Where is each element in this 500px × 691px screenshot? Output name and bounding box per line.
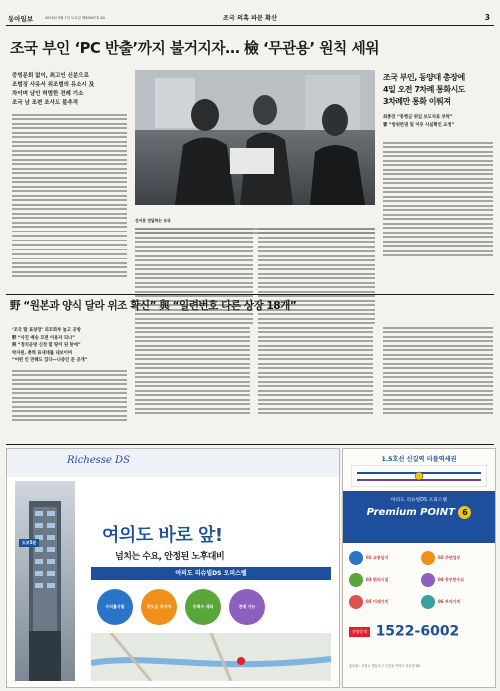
side-deck: 曺 “항위반권 및 이루 사실확인 요청”	[383, 123, 455, 128]
tower-label: 도보5분	[19, 539, 39, 547]
badge-resale: 전매 가능	[229, 589, 265, 625]
point-item: 02 주변업무	[421, 549, 489, 567]
side-deck: 최총장 “봉행금 위임 보도자료 부탁”	[383, 115, 453, 120]
ad-right-premium-count: 6	[458, 506, 471, 519]
top-story-body-col1	[12, 114, 127, 277]
point-icon	[349, 595, 363, 609]
ad-divider	[6, 444, 494, 445]
ad-right-header: 1.5호선 신길역 더블역세권	[381, 456, 457, 463]
badge-tax: 주택수 제외	[185, 589, 221, 625]
side-headline: 4일 오전 7차례 통화시도	[383, 85, 466, 94]
ad-left-map	[91, 633, 331, 681]
point-item: 05 미래가치	[349, 593, 417, 611]
dateline: 2019년 9월 7일 토요일 제30407호 A3	[45, 16, 105, 20]
ad-brand: Richesse DS	[67, 455, 130, 466]
deck-line: 박지원, 총력 표새대를 내보이며	[12, 350, 73, 356]
ad-left-topbar	[7, 449, 339, 477]
point-icon	[349, 573, 363, 587]
deck-line: 증빙문회 없이, 최고인 신분으로	[12, 73, 89, 79]
second-story-body-col3	[258, 327, 373, 414]
page-number: 3	[484, 13, 490, 22]
point-item: 03 편의시설	[349, 571, 417, 589]
badge-interest: 중도금 무이자	[141, 589, 177, 625]
ad-right	[342, 448, 496, 688]
photo-caption-title: 선서문 전달하는 조국	[135, 218, 171, 223]
ad-left-tagline: 넘치는 수요, 안정된 노후대비	[115, 552, 225, 562]
people-silhouette-image	[135, 70, 375, 205]
news-photo	[135, 70, 375, 205]
second-headline: 野 “원본과 양식 달라 위조 확신” 與 “일련번호 다른 상장 18개”	[10, 300, 297, 312]
deck-line: 조국 남 조편 조사도 불추적	[12, 100, 79, 106]
point-item: 06 투자가치	[421, 593, 489, 611]
deck-line: 차이며 남인 허범한 전례 기소	[12, 91, 84, 97]
second-story-body-col1	[12, 370, 127, 421]
second-story-body-col4	[383, 327, 493, 414]
side-headline: 3차례만 통화 이뤄져	[383, 97, 451, 106]
ad-right-phone-box	[349, 621, 489, 657]
section-divider	[6, 294, 494, 295]
deck-line: 野 “사진 배송 모면 이용자 되나”	[12, 335, 76, 341]
ad-left-product: 여의도 리슈빌DS 오피스텔	[175, 570, 247, 577]
point-item: 01 교통입지	[349, 549, 417, 567]
side-story	[383, 72, 493, 128]
badge-yield: 수익률사릴	[97, 589, 133, 625]
point-icon	[421, 595, 435, 609]
ad-right-footer: 홍보관 : 서울시 영등포구 신길동 여의도 리슈빌 DS	[349, 664, 421, 668]
ad-right-points	[349, 549, 489, 611]
point-icon	[421, 551, 435, 565]
deck-line: ‘조국 딸 표창장’ 외조화부 놀고 공방	[12, 328, 81, 333]
top-headline: 조국 부인 ‘PC 반출’까지 불거지자… 檢 ‘무관용’ 원칙 세워	[10, 40, 380, 57]
masthead	[0, 0, 500, 30]
ad-right-premium: Premium POINT	[366, 507, 455, 518]
deck-line: 조범징 사유서 위조범의 유소시 及	[12, 82, 95, 88]
ad-right-map	[351, 465, 487, 487]
ad-left-badges	[97, 589, 337, 625]
deck-line: “어떤 인 만해도 있다—나중인 문 공개”	[12, 358, 88, 363]
point-icon	[349, 551, 363, 565]
side-story-body	[383, 142, 493, 256]
side-headline: 조국 부인, 동양대 총장에	[383, 73, 465, 82]
ad-left-slogan: 여의도 바로 앞!	[102, 525, 223, 546]
paper-name: 동아일보	[8, 15, 34, 23]
top-story-decks	[12, 72, 132, 108]
subway-line-graphic	[351, 465, 487, 487]
point-icon	[421, 573, 435, 587]
tower-icon	[15, 481, 75, 681]
ad-right-title: 여의도 리슈빌DS 오피스텔	[390, 498, 448, 503]
section-title: 조국 의혹 파문 확산	[222, 15, 278, 22]
phone-label: 분양문의	[349, 627, 370, 637]
phone-number[interactable]: 1522-6002	[375, 623, 460, 640]
second-story-decks	[12, 327, 137, 365]
masthead-rule	[6, 25, 494, 26]
deck-line: 與 “정치공방 신청 할 땅이 된 탓에”	[12, 343, 81, 348]
map-graphic	[91, 633, 331, 681]
ad-right-title-bar	[343, 491, 495, 543]
point-item: 04 풍부한수요	[421, 571, 489, 589]
second-story-body-col2	[135, 327, 250, 414]
ad-left-product-bar	[91, 567, 331, 580]
ad-left	[6, 448, 340, 688]
building-image	[15, 481, 75, 681]
